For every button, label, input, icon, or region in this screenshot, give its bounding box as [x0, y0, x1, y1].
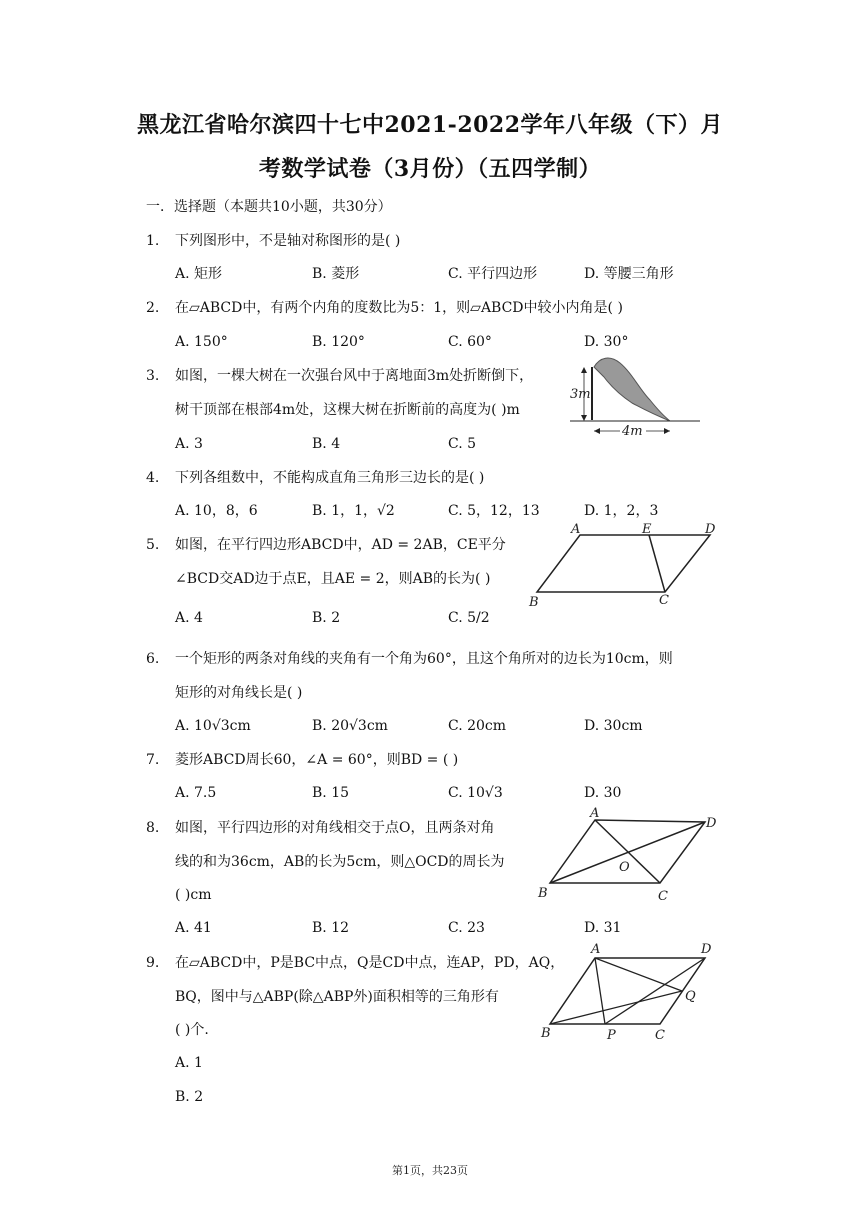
- label-e: E: [642, 522, 652, 537]
- option-b: B. 12: [312, 920, 350, 936]
- option-a: A. 4: [175, 610, 203, 626]
- question-number: 7.: [146, 752, 160, 768]
- parallelogram-pq-figure: [535, 938, 725, 1048]
- question-number: 2.: [146, 300, 160, 316]
- page-footer: 第1页，共23页: [392, 1164, 468, 1177]
- question-text: 在▱ABCD中，有两个内角的度数比为5：1，则▱ABCD中较小内角是( ): [175, 300, 623, 316]
- option-b: B. 20√3cm: [312, 718, 388, 734]
- page-title-line2: 考数学试卷（3月份）（五四学制）: [258, 156, 602, 182]
- question-text: 如图，在平行四边形ABCD中，AD = 2AB，CE平分: [175, 537, 506, 553]
- parallelogram-abcd-e-figure: [525, 522, 725, 612]
- label-b: B: [538, 886, 548, 901]
- label-d: D: [701, 942, 712, 957]
- option-a: A. 10√3cm: [175, 718, 251, 734]
- question-number: 8.: [146, 820, 160, 836]
- option-d: D. 30: [584, 785, 622, 801]
- option-c: C. 5: [448, 436, 477, 452]
- question-text: 在▱ABCD中，P是BC中点，Q是CD中点，连AP，PD，AQ，: [175, 955, 565, 971]
- option-d: D. 31: [584, 920, 622, 936]
- option-c: C. 5/2: [448, 610, 490, 626]
- option-c: C. 20cm: [448, 718, 507, 734]
- label-a: A: [571, 522, 581, 537]
- label-q: Q: [685, 989, 696, 1004]
- label-b: B: [529, 595, 539, 610]
- question-text: BQ，图中与△ABP(除△ABP外)面积相等的三角形有: [175, 989, 499, 1005]
- option-b: B. 120°: [312, 334, 365, 350]
- option-d: D. 1，2，3: [584, 503, 659, 519]
- parallelogram-diagonals-figure: [530, 805, 730, 905]
- option-b: B. 2: [312, 610, 341, 626]
- option-d: D. 30cm: [584, 718, 643, 734]
- question-text: 树干顶部在根部4m处，这棵大树在折断前的高度为( )m: [175, 402, 520, 418]
- option-b: B. 15: [312, 785, 350, 801]
- option-c: C. 平行四边形: [448, 266, 538, 282]
- option-b: B. 4: [312, 436, 341, 452]
- option-a: A. 10，8，6: [175, 503, 258, 519]
- option-d: D. 30°: [584, 334, 629, 350]
- option-a: A. 7.5: [175, 785, 217, 801]
- question-text: ∠BCD交AD边于点E，且AE = 2，则AB的长为( ): [175, 571, 491, 587]
- question-text: ( )cm: [175, 887, 212, 903]
- question-number: 9.: [146, 955, 160, 971]
- question-text: 菱形ABCD周长60，∠A = 60°，则BD = ( ): [175, 752, 459, 768]
- option-b: B. 2: [175, 1089, 204, 1105]
- option-b: B. 1，1，√2: [312, 503, 395, 519]
- label-c: C: [659, 593, 669, 608]
- option-c: C. 23: [448, 920, 485, 936]
- question-text: 如图，平行四边形的对角线相交于点O，且两条对角: [175, 820, 495, 836]
- label-c: C: [658, 889, 668, 904]
- question-number: 6.: [146, 651, 160, 667]
- question-number: 3.: [146, 368, 160, 384]
- option-a: A. 矩形: [175, 266, 223, 282]
- height-label: 3m: [570, 387, 591, 402]
- question-text: 如图，一棵大树在一次强台风中于离地面3m处折断倒下，: [175, 368, 534, 384]
- option-c: C. 10√3: [448, 785, 503, 801]
- question-text: 矩形的对角线长是( ): [175, 685, 303, 701]
- width-label: 4m: [622, 424, 643, 439]
- question-number: 5.: [146, 537, 160, 553]
- tree-figure: [570, 355, 700, 440]
- option-c: C. 60°: [448, 334, 492, 350]
- label-p: P: [607, 1028, 616, 1043]
- label-c: C: [655, 1028, 665, 1043]
- question-text: 线的和为36cm，AB的长为5cm，则△OCD的周长为: [175, 854, 505, 870]
- question-text: ( )个.: [175, 1022, 209, 1038]
- option-a: A. 1: [175, 1055, 203, 1071]
- option-a: A. 150°: [175, 334, 228, 350]
- label-o: O: [619, 860, 630, 875]
- question-text: 下列图形中，不是轴对称图形的是( ): [175, 233, 401, 249]
- option-a: A. 3: [175, 436, 203, 452]
- question-text: 一个矩形的两条对角线的夹角有一个角为60°，且这个角所对的边长为10cm，则: [175, 651, 673, 667]
- label-d: D: [705, 522, 716, 537]
- question-number: 4.: [146, 470, 160, 486]
- option-a: A. 41: [175, 920, 212, 936]
- option-b: B. 菱形: [312, 266, 360, 282]
- option-c: C. 5，12，13: [448, 503, 540, 519]
- label-b: B: [541, 1026, 551, 1041]
- question-number: 1.: [146, 233, 160, 249]
- label-a: A: [591, 942, 601, 957]
- section-heading: 一．选择题（本题共10小题，共30分）: [146, 199, 392, 215]
- question-text: 下列各组数中，不能构成直角三角形三边长的是( ): [175, 470, 485, 486]
- label-d: D: [706, 816, 717, 831]
- page-title-line1: 黑龙江省哈尔滨四十七中2021-2022学年八年级（下）月: [136, 112, 724, 138]
- option-d: D. 等腰三角形: [584, 266, 674, 282]
- label-a: A: [590, 806, 600, 821]
